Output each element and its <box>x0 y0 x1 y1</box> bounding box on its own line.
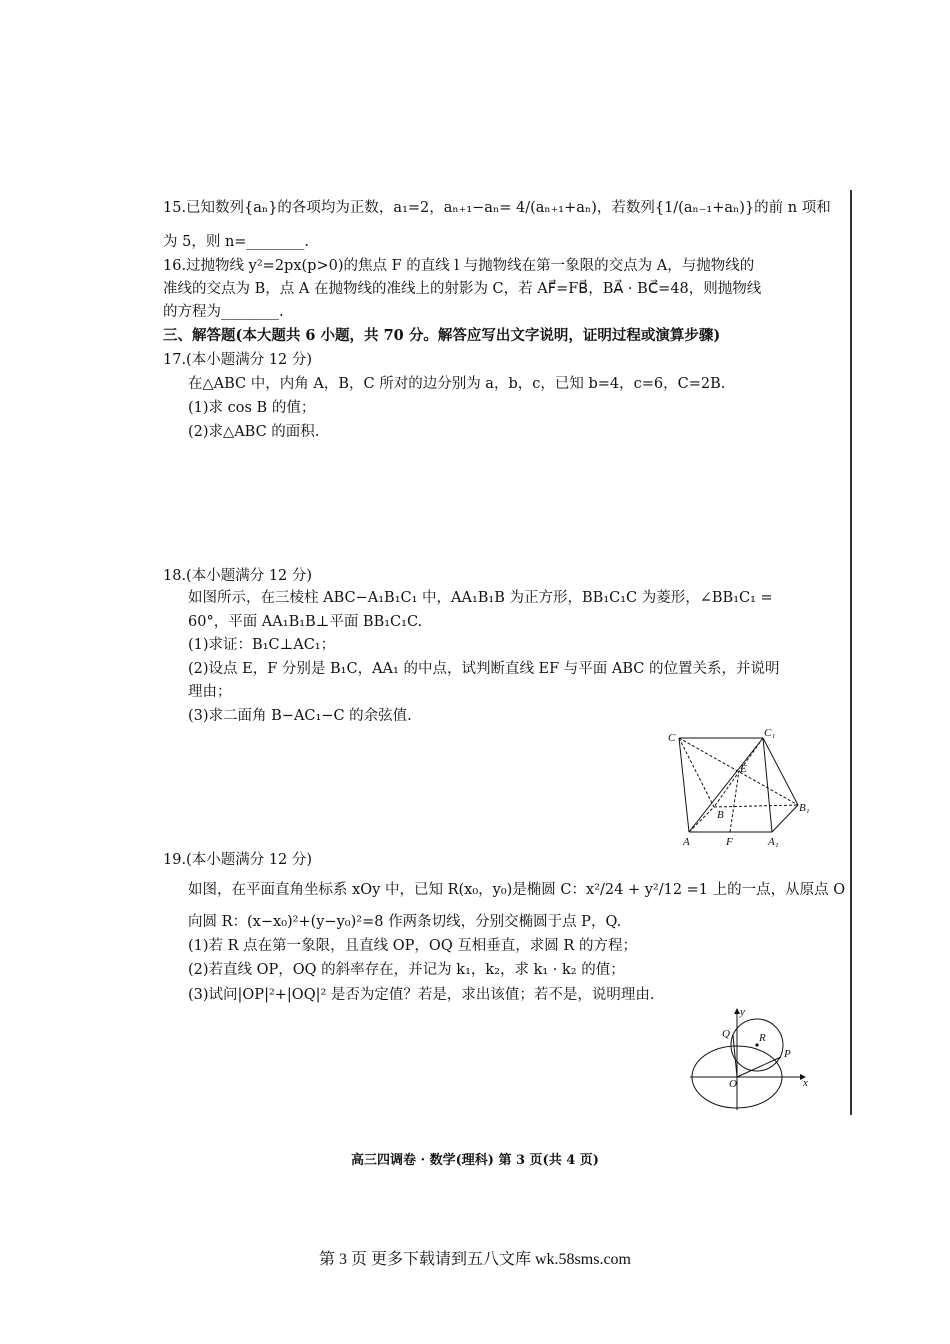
q19-part-2: (2)若直线 OP，OQ 的斜率存在，并记为 k₁，k₂，求 k₁ · k₂ 的值； <box>188 962 625 978</box>
q19-part-3: (3)试问|OP|²+|OQ|² 是否为定值？若是，求出该值；若不是，说明理由. <box>188 987 655 1003</box>
q16-line-2: 准线的交点为 B，点 A 在抛物线的准线上的射影为 C，若 AF⃗=FB⃗，BA⃗ · BC⃗=48，则抛物线 <box>163 281 762 297</box>
q17-part-2: (2)求△ABC 的面积. <box>188 424 320 440</box>
q15-line-2: 为 5，则 n=________. <box>163 234 310 250</box>
q18-stem-2: 60°，平面 AA₁B₁B⊥平面 BB₁C₁C. <box>188 614 423 630</box>
q16-line-3: 的方程为________. <box>163 304 284 320</box>
axis-y-label: y <box>740 1006 745 1018</box>
vertex-b1: B₁ <box>799 802 810 814</box>
ellipse-figure <box>685 1005 815 1115</box>
q17-heading: 17.(本小题满分 12 分) <box>163 352 313 368</box>
vertex-a1: A₁ <box>768 836 779 848</box>
q16-line-1: 16.过抛物线 y²=2px(p>0)的焦点 F 的直线 l 与抛物线在第一象限的交点为 A，与抛物线的 <box>163 258 755 274</box>
vertex-c1: C₁ <box>764 727 776 739</box>
q17-stem: 在△ABC 中，内角 A，B，C 所对的边分别为 a，b，c，已知 b=4，c=6，C=2B. <box>188 376 726 392</box>
origin-o: O <box>729 1078 737 1090</box>
page-footer: 高三四调卷 · 数学(理科) 第 3 页(共 4 页) <box>351 1153 599 1168</box>
vertex-b: B <box>717 809 724 821</box>
q18-heading: 18.(本小题满分 12 分) <box>163 568 313 584</box>
q18-part-2b: 理由； <box>188 684 232 700</box>
section-heading: 三、解答题(本大题共 6 小题，共 70 分。解答应写出文字说明，证明过程或演算步骤) <box>163 327 721 344</box>
q19-stem-1: 如图，在平面直角坐标系 xOy 中，已知 R(x₀，y₀)是椭圆 C：x²/24 + y²/12 =1 上的一点，从原点 O <box>188 882 846 898</box>
margin-rule <box>850 190 852 1115</box>
q19-stem-2: 向圆 R：(x−x₀)²+(y−y₀)²=8 作两条切线，分别交椭圆于点 P，Q. <box>188 914 622 930</box>
center-r: R <box>759 1032 766 1044</box>
vertex-c: C <box>668 732 676 744</box>
point-f: F <box>726 836 733 848</box>
download-watermark: 第 3 页 更多下载请到五八文库 wk.58sms.com <box>318 1251 631 1268</box>
point-e: E <box>740 763 747 775</box>
q18-part-1: (1)求证：B₁C⊥AC₁； <box>188 637 336 653</box>
q18-part-2a: (2)设点 E，F 分别是 B₁C，AA₁ 的中点，试判断直线 EF 与平面 ABC 的位置关系，并说明 <box>188 661 780 677</box>
q15-line-1: 15.已知数列{aₙ}的各项均为正数，a₁=2，aₙ₊₁−aₙ= 4/(aₙ₊₁+aₙ)，若数列{1/(aₙ₋₁+aₙ)}的前 n 项和 <box>163 200 831 216</box>
q17-part-1: (1)求 cos B 的值； <box>188 400 316 416</box>
q19-part-1: (1)若 R 点在第一象限，且直线 OP，OQ 互相垂直，求圆 R 的方程； <box>188 938 637 954</box>
q18-part-3: (3)求二面角 B−AC₁−C 的余弦值. <box>188 708 412 724</box>
axis-x-label: x <box>803 1077 808 1089</box>
q19-heading: 19.(本小题满分 12 分) <box>163 852 313 868</box>
point-p: P <box>784 1048 791 1060</box>
q18-stem-1: 如图所示，在三棱柱 ABC−A₁B₁C₁ 中，AA₁B₁B 为正方形，BB₁C₁C 为菱形，∠BB₁C₁ = <box>188 590 773 606</box>
vertex-a: A <box>683 836 690 848</box>
point-q: Q <box>722 1028 730 1040</box>
prism-figure <box>660 725 820 855</box>
